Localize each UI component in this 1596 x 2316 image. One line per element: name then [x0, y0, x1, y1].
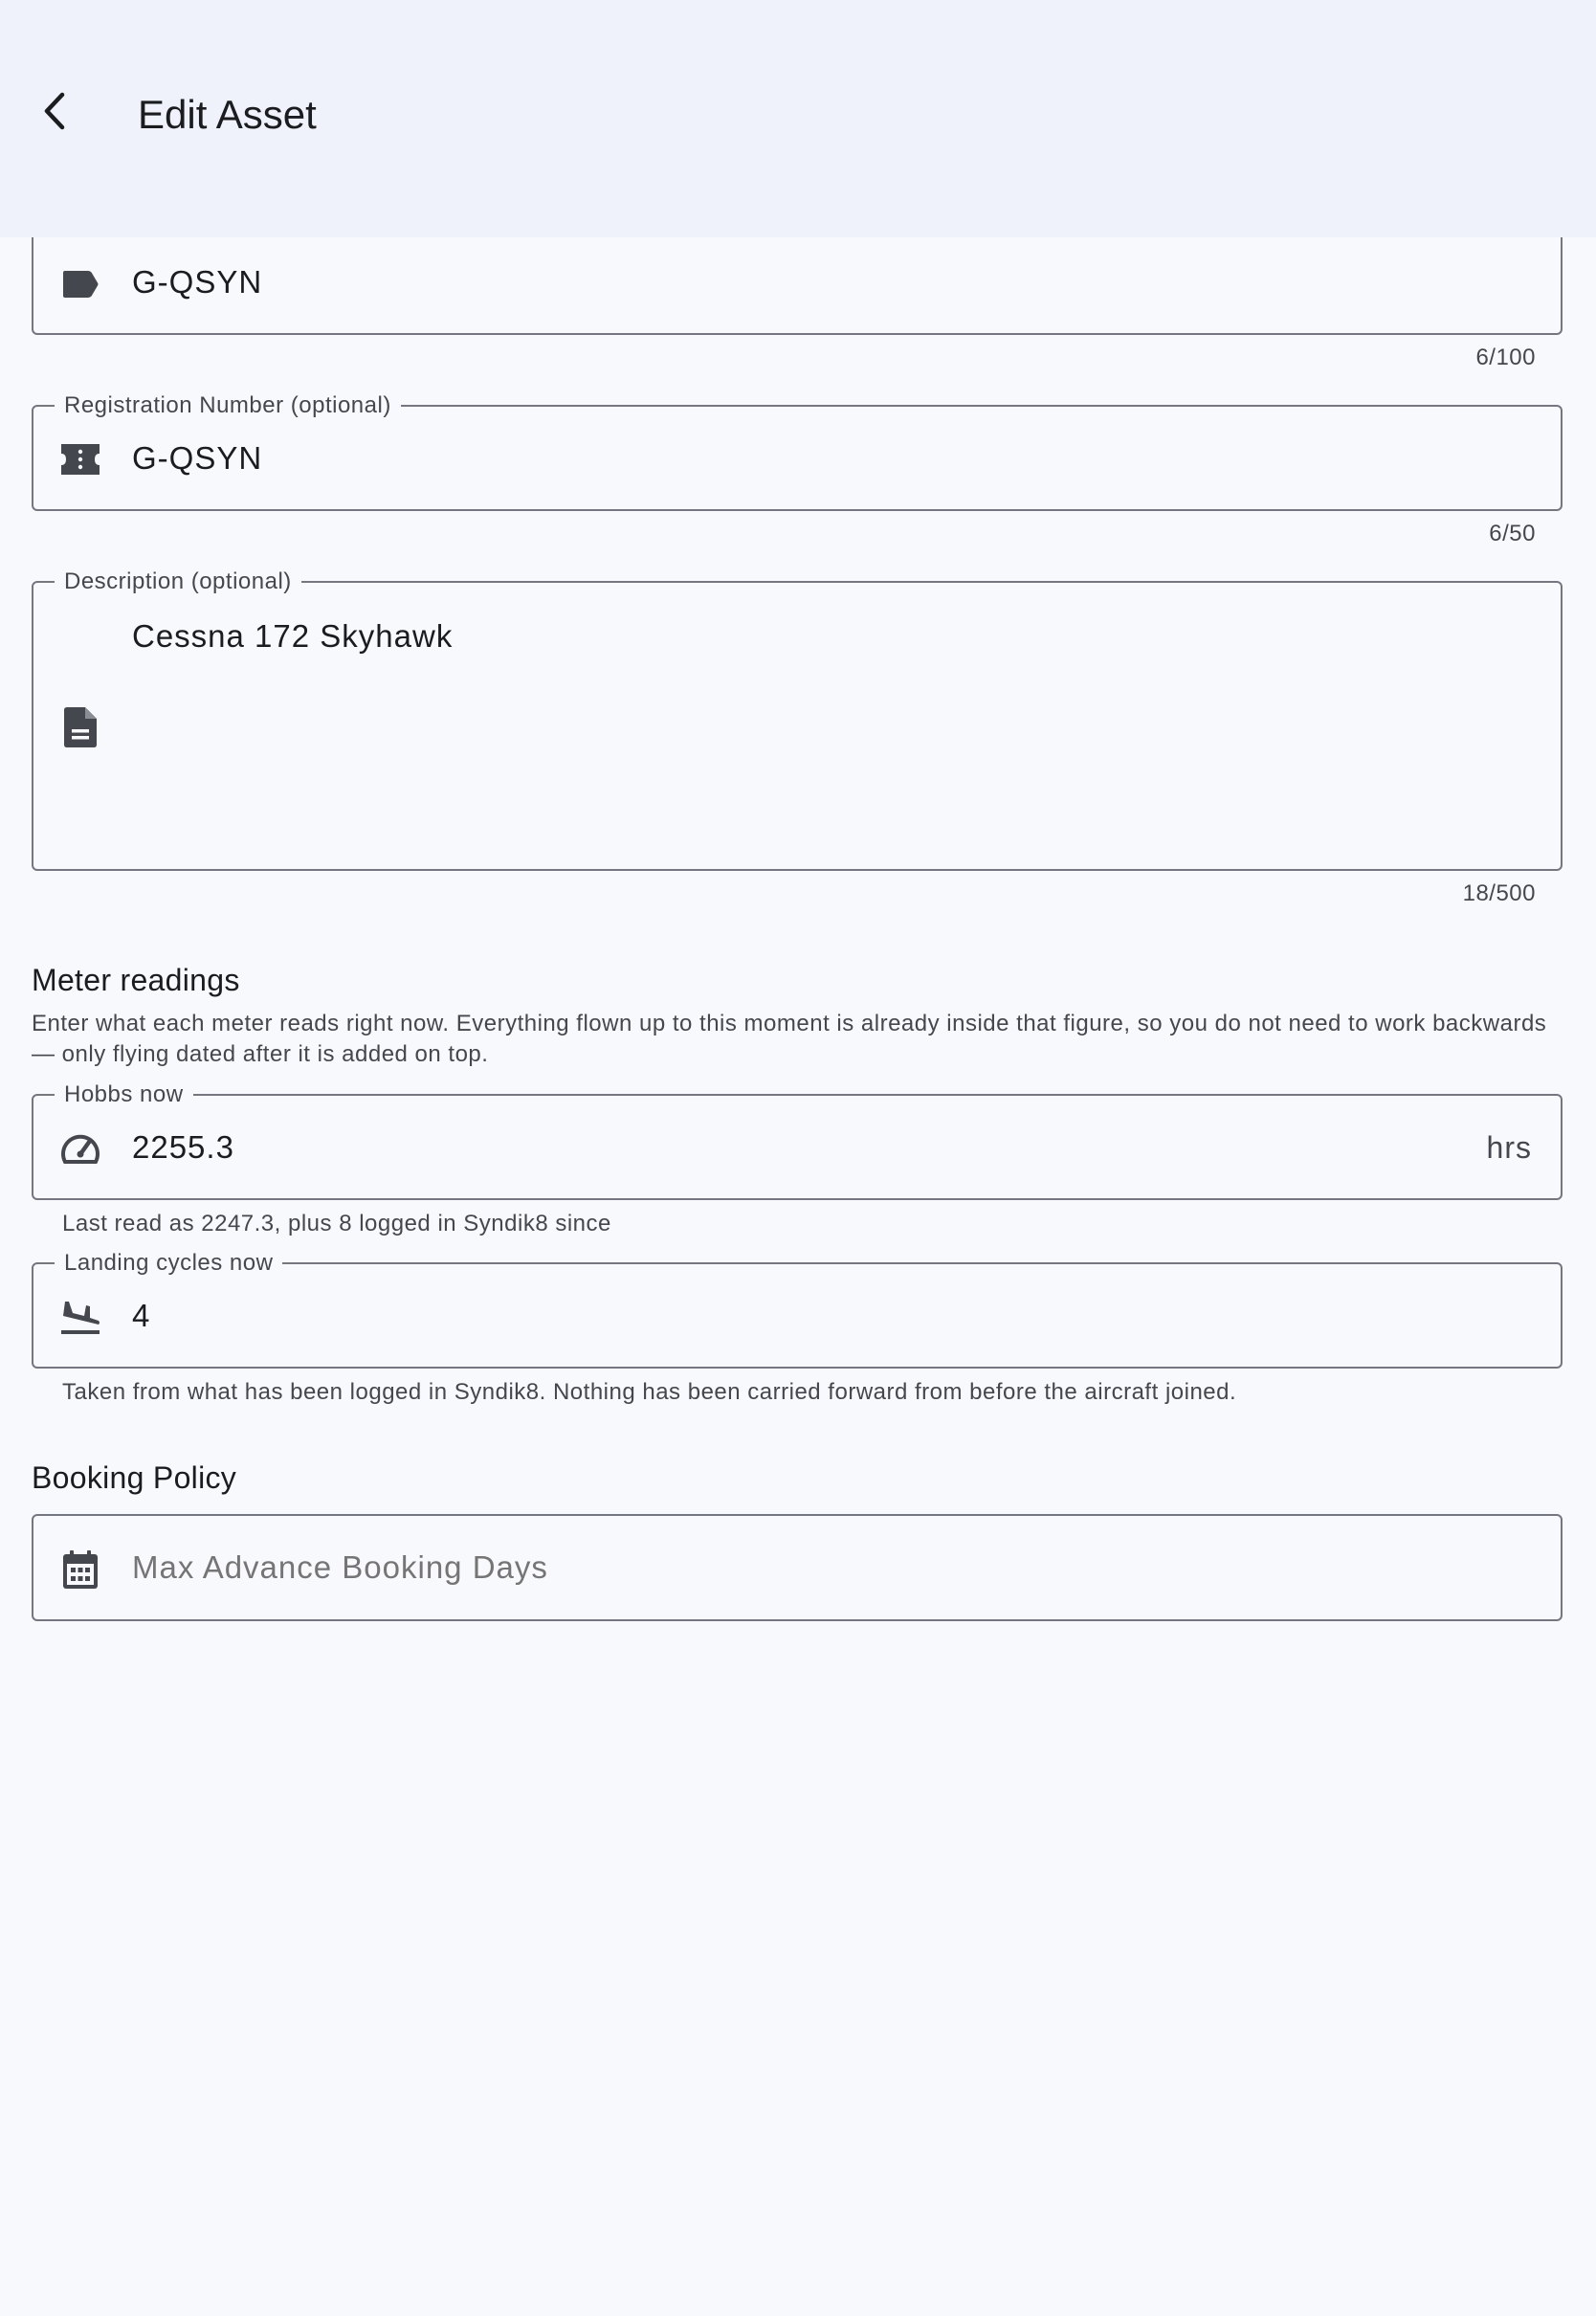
- registration-input[interactable]: [132, 439, 1472, 478]
- ticket-icon: [58, 437, 102, 481]
- hobbs-field[interactable]: [32, 1081, 1563, 1200]
- max-advance-field[interactable]: [32, 1514, 1563, 1621]
- hobbs-input[interactable]: [132, 1128, 1376, 1167]
- meter-readings-title: Meter readings: [32, 963, 240, 997]
- registration-field[interactable]: [32, 392, 1563, 511]
- landings-input[interactable]: [132, 1297, 1472, 1335]
- description-field[interactable]: [32, 568, 1563, 871]
- speedometer-icon: [58, 1126, 102, 1170]
- landings-field[interactable]: [32, 1250, 1563, 1369]
- description-input[interactable]: Cessna 172 Skyhawk: [132, 618, 454, 654]
- back-button[interactable]: [21, 78, 90, 147]
- registration-counter: 6/50: [1489, 521, 1536, 546]
- app-bar: [0, 0, 1596, 237]
- label-icon: [58, 262, 102, 306]
- landings-helper-text: Taken from what has been logged in Syndik8. Nothing has been carried forward from before the aircraft joined.: [62, 1379, 1237, 1405]
- name-input[interactable]: [132, 263, 1472, 301]
- calendar-icon: [58, 1548, 102, 1592]
- description-counter: 18/500: [1462, 880, 1536, 906]
- landings-field-label: Landing cycles now: [55, 1250, 282, 1277]
- document-icon: [58, 705, 102, 749]
- description-field-label: Description (optional): [55, 568, 301, 595]
- chevron-left-icon: [39, 91, 72, 136]
- max-advance-input[interactable]: [132, 1548, 1472, 1587]
- hobbs-suffix: hrs: [1486, 1130, 1532, 1165]
- page-title: Edit Asset: [138, 92, 317, 137]
- flight-land-icon: [58, 1295, 102, 1339]
- booking-policy-title: Booking Policy: [32, 1460, 237, 1495]
- registration-field-label: Registration Number (optional): [55, 392, 401, 419]
- hobbs-field-label: Hobbs now: [55, 1081, 193, 1108]
- meter-readings-description: Enter what each meter reads right now. Everything flown up to this moment is already inside that figure, so you do not need to work backwards — only flying dated after it is added on top.: [32, 1011, 1547, 1067]
- hobbs-helper-text: Last read as 2247.3, plus 8 logged in Syndik8 since: [62, 1211, 611, 1236]
- name-counter: 6/100: [1475, 345, 1536, 370]
